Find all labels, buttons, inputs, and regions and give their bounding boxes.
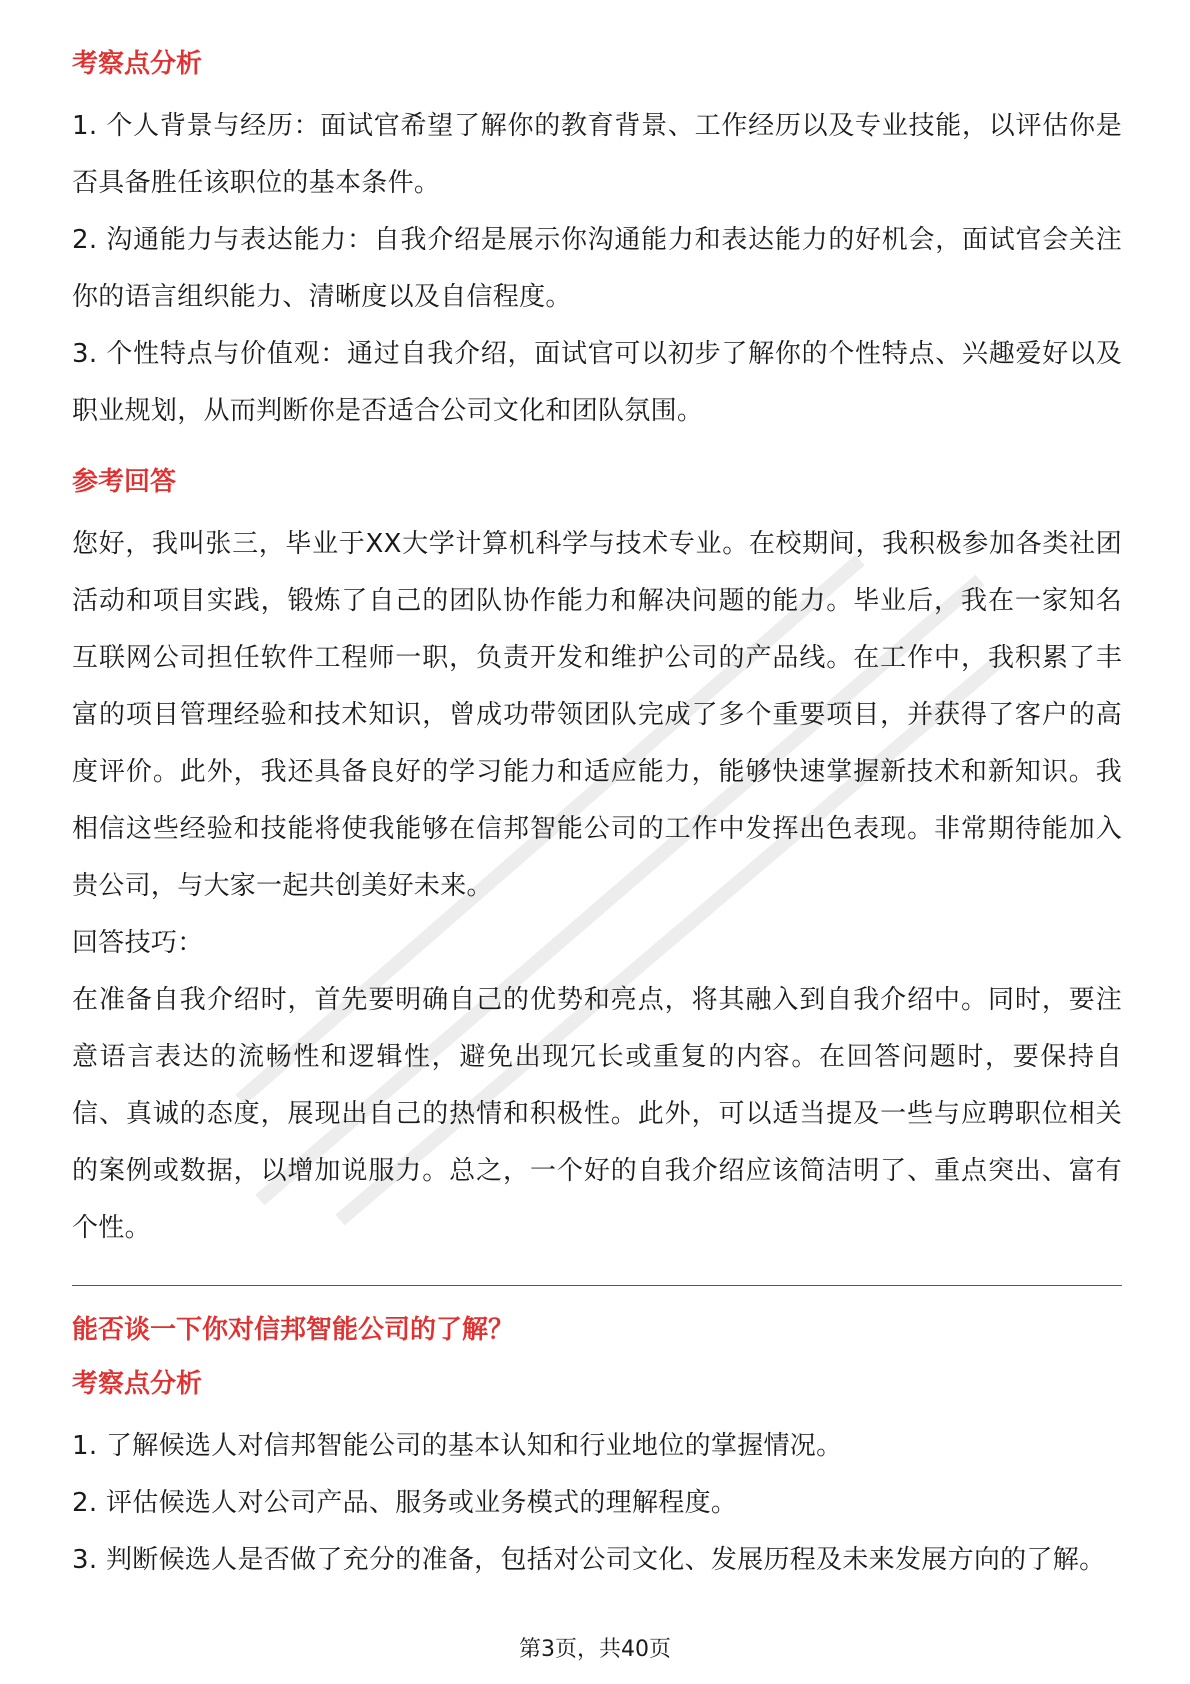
analysis-item: 2. 评估候选人对公司产品、服务或业务模式的理解程度。 bbox=[72, 1488, 738, 1518]
analysis-heading-2: 考察点分析 bbox=[72, 1369, 203, 1399]
tips-label: 回答技巧： bbox=[72, 928, 204, 958]
analysis-item: 3. 判断候选人是否做了充分的准备，包括对公司文化、发展历程及未来发展方向的了解。 bbox=[72, 1545, 1106, 1575]
tips-text: 在准备自我介绍时，首先要明确自己的优势和亮点，将其融入到自我介绍中。同时，要注意语言表达的流畅性和逻辑性，避免出现冗长或重复的内容。在回答问题时，要保持自信、真诚的态度，展现出自己的热情和积极性。此外，可以适当提及一些与应聘职位相关的案例或数据，以增加说服力。总之，一个好的自我介绍应该简洁明了、重点突出、富有个性。 bbox=[72, 985, 1122, 1243]
answer-text: 您好，我叫张三，毕业于XX大学计算机科学与技术专业。在校期间，我积极参加各类社团活动和项目实践，锻炼了自己的团队协作能力和解决问题的能力。毕业后，我在一家知名互联网公司担任软件工程师一职，负责开发和维护公司的产品线。在工作中，我积累了丰富的项目管理经验和技术知识，曾成功带领团队完成了多个重要项目，并获得了客户的高度评价。此外，我还具备良好的学习能力和适应能力，能够快速掌握新技术和新知识。我相信这些经验和技能将使我能够在信邦智能公司的工作中发挥出色表现。非常期待能加入贵公司，与大家一起共创美好未来。 bbox=[72, 529, 1122, 901]
document-page bbox=[72, 44, 1122, 1589]
analysis-heading: 考察点分析 bbox=[72, 49, 203, 79]
analysis-item: 1. 了解候选人对信邦智能公司的基本认知和行业地位的掌握情况。 bbox=[72, 1431, 843, 1461]
section-divider bbox=[72, 1285, 1122, 1286]
page-number: 第3页，共40页 bbox=[519, 1637, 671, 1662]
analysis-item: 1. 个人背景与经历：面试官希望了解你的教育背景、工作经历以及专业技能，以评估你是否具备胜任该职位的基本条件。 bbox=[72, 111, 1122, 198]
analysis-item: 2. 沟通能力与表达能力：自我介绍是展示你沟通能力和表达能力的好机会，面试官会关注你的语言组织能力、清晰度以及自信程度。 bbox=[72, 225, 1122, 312]
answer-heading: 参考回答 bbox=[72, 467, 177, 497]
question-heading: 能否谈一下你对信邦智能公司的了解？ bbox=[72, 1315, 515, 1345]
analysis-item: 3. 个性特点与价值观：通过自我介绍，面试官可以初步了解你的个性特点、兴趣爱好以及职业规划，从而判断你是否适合公司文化和团队氛围。 bbox=[72, 339, 1122, 426]
